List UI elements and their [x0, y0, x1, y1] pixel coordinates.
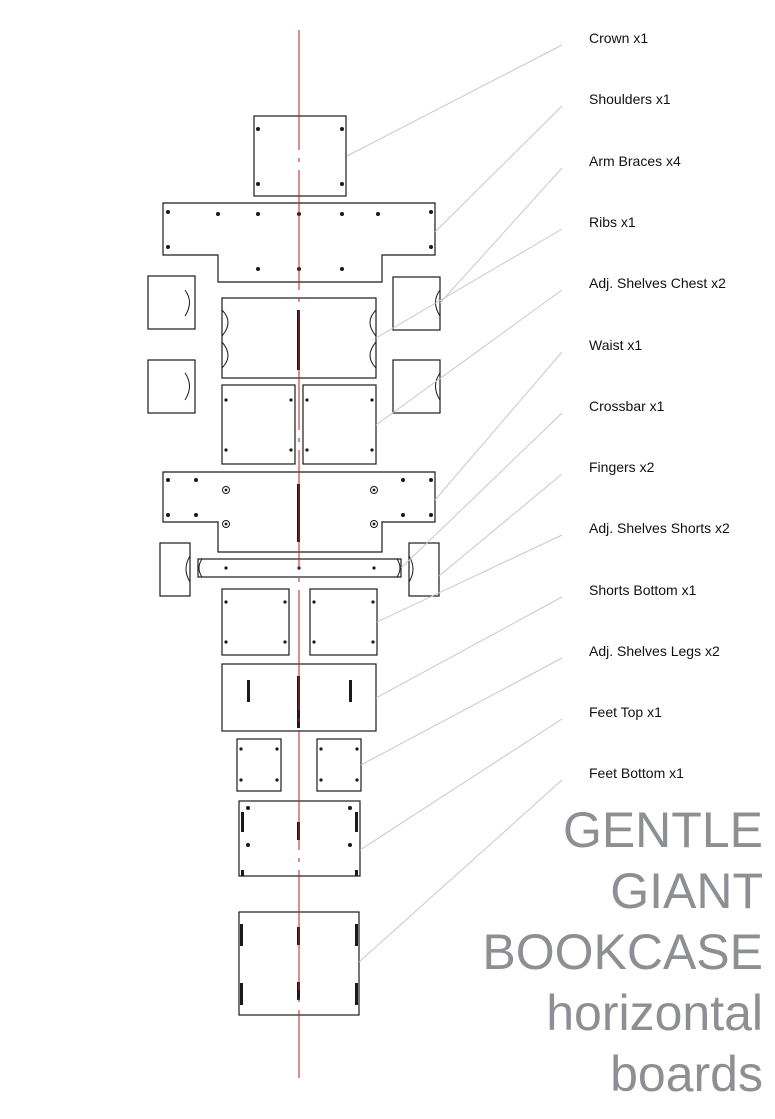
title-line-boards: boards: [610, 1046, 763, 1102]
label-crossbar: Crossbar x1: [589, 398, 665, 414]
leader-shoulders: [435, 106, 562, 232]
leader-shorts-bottom: [376, 597, 562, 698]
adj-shelf-shorts-part: [310, 589, 377, 655]
adj-shelf-chest-part: [303, 385, 376, 464]
part-labels: [589, 30, 730, 781]
leader-waist: [435, 352, 562, 500]
leader-arm-braces: [440, 168, 562, 303]
finger-part: [160, 543, 190, 596]
label-adj-shelves-chest: Adj. Shelves Chest x2: [589, 275, 726, 291]
label-ribs: Ribs x1: [589, 214, 636, 230]
leader-adj-shelves-shorts: [377, 535, 562, 622]
leader-adj-shelves-legs: [361, 658, 562, 765]
leader-crown: [347, 45, 562, 156]
crown-part: [254, 116, 346, 196]
adj-shelf-legs-part: [317, 739, 361, 791]
label-shorts-bottom: Shorts Bottom x1: [589, 582, 697, 598]
diagram-title: [482, 800, 763, 1105]
label-feet-top: Feet Top x1: [589, 704, 662, 720]
finger-part: [409, 543, 439, 596]
label-adj-shelves-legs: Adj. Shelves Legs x2: [589, 643, 720, 659]
title-line-gentle: GENTLE: [562, 802, 763, 858]
adj-shelf-legs-part: [237, 739, 281, 791]
leader-fingers: [439, 474, 562, 576]
label-waist: Waist x1: [589, 337, 643, 353]
adj-shelf-chest-part: [222, 385, 295, 464]
label-adj-shelves-shorts: Adj. Shelves Shorts x2: [589, 520, 730, 536]
label-feet-bottom: Feet Bottom x1: [589, 765, 684, 781]
label-crown: Crown x1: [589, 30, 649, 46]
label-arm-braces: Arm Braces x4: [589, 153, 681, 169]
title-line-horizontal: horizontal: [546, 985, 763, 1041]
label-fingers: Fingers x2: [589, 459, 655, 475]
label-shoulders: Shoulders x1: [589, 91, 671, 107]
title-line-giant: GIANT: [610, 863, 763, 919]
arm-brace-part: [393, 277, 440, 330]
arm-brace-part: [148, 276, 195, 329]
arm-brace-part: [148, 360, 195, 413]
adj-shelf-shorts-part: [222, 589, 289, 655]
title-line-bookcase: BOOKCASE: [482, 924, 763, 980]
arm-brace-part: [393, 360, 440, 413]
